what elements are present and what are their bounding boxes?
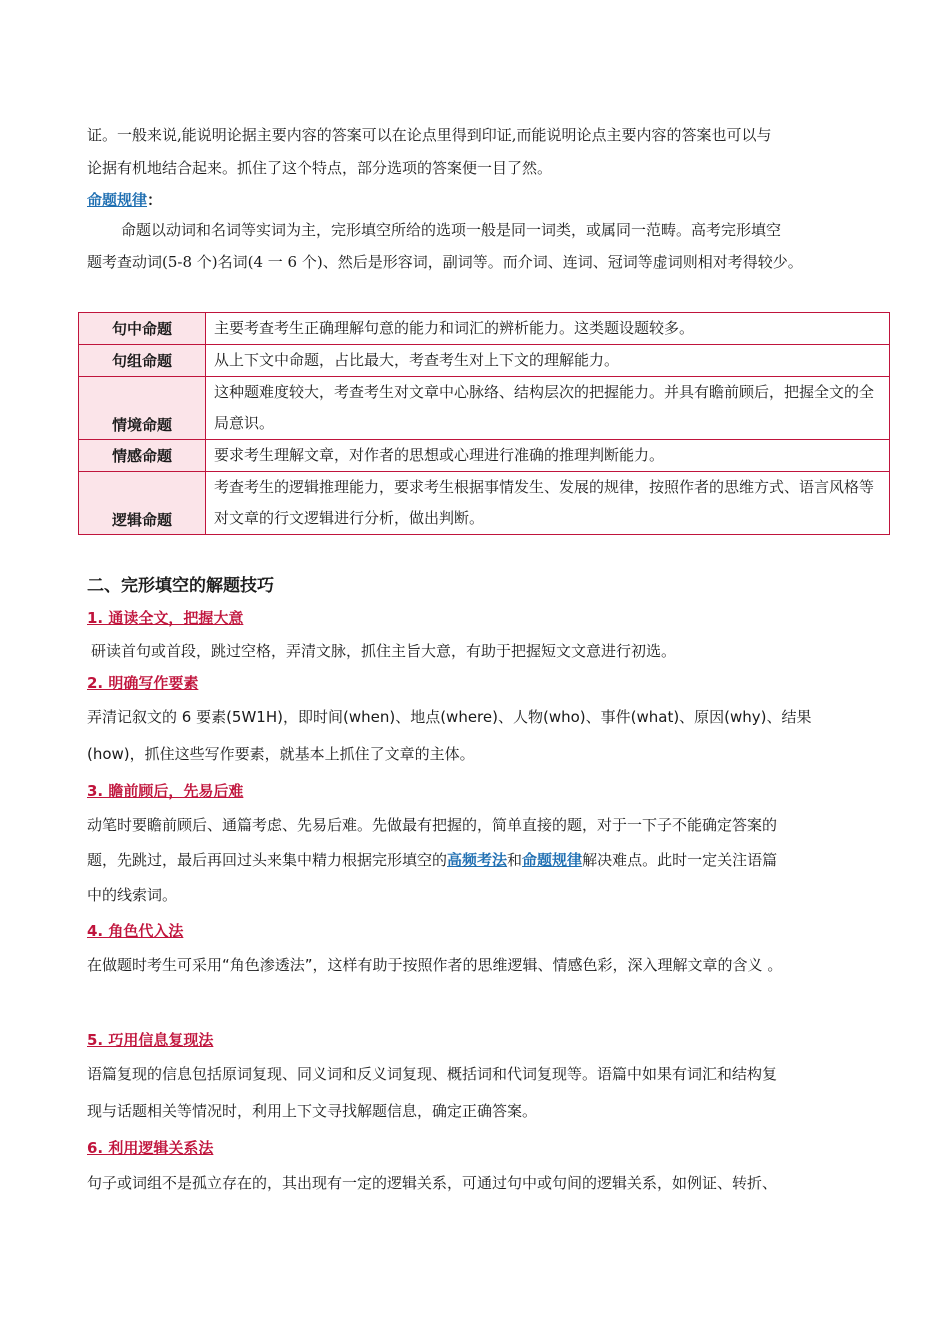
desc-cell: 要求考生理解文章，对作者的思想或心理进行准确的推理判断能力。: [206, 440, 890, 472]
tip-6-body: 句子或词组不是孤立存在的，其出现有一定的逻辑关系，可通过句中或句间的逻辑关系，如例证、转折、: [87, 1174, 778, 1192]
type-cell: 句组命题: [79, 345, 206, 377]
type-cell: 情感命题: [79, 440, 206, 472]
tip-3-and: 和: [507, 851, 523, 869]
tip-3-body-line-1: 动笔时要瞻前顾后、通篇考虑、先易后难。先做最有把握的，简单直接的题，对于一下子不能确定答案的: [87, 816, 778, 834]
desc-cell: 主要考查考生正确理解句意的能力和词汇的辨析能力。这类题设题较多。: [206, 313, 890, 345]
tip-3-body-line-2: [87, 849, 865, 870]
rules-heading: [87, 189, 865, 210]
tip-3-body-part-b: 解决难点。此时一定关注语篇: [582, 851, 778, 869]
table-row: [79, 345, 890, 377]
tip-5-body-line-2: 现与话题相关等情况时，利用上下文寻找解题信息，确定正确答案。: [87, 1102, 538, 1120]
desc-cell: 这种题难度较大，考查考生对文章中心脉络、结构层次的把握能力。并具有瞻前顾后，把握全文的全局意识。: [206, 377, 890, 440]
tip-5-body-line-1: 语篇复现的信息包括原词复现、同义词和反义词复现、概括词和代词复现等。语篇中如果有词汇和结构复: [87, 1065, 778, 1083]
table-row: [79, 440, 890, 472]
table-row: [79, 377, 890, 440]
table-row: [79, 313, 890, 345]
rules-heading-colon: ：: [147, 191, 163, 209]
tip-1-heading: 1. 通读全文，把握大意: [87, 609, 244, 627]
intro-line-1: 证。一般来说,能说明论据主要内容的答案可以在论点里得到印证,而能说明论点主要内容的答案也可以与: [87, 126, 772, 144]
type-cell: 句中命题: [79, 313, 206, 345]
intro-line-2: 论据有机地结合起来。抓住了这个特点，部分选项的答案便一目了然。: [87, 159, 553, 177]
tip-3-body-line-3: 中的线索词。: [87, 886, 178, 904]
rules-para-line-2: 题考查动词(5-8 个)名词(4 一 6 个)、然后是形容词，副词等。而介词、连词、冠词等虚词则相对考得较少。: [87, 253, 803, 271]
tip-2-body-line-1: 弄清记叙文的 6 要素(5W1H)，即时间(when)、地点(where)、人物(who)、事件(what)、原因(why)、结果: [87, 708, 812, 726]
table-row: [79, 472, 890, 535]
tip-2-body-line-2: (how)，抓住这些写作要素，就基本上抓住了文章的主体。: [87, 745, 475, 763]
rules-para-line-1: 命题以动词和名词等实词为主，完形填空所给的选项一般是同一词类，或属同一范畴。高考完形填空: [121, 221, 782, 239]
tip-5-heading: 5. 巧用信息复现法: [87, 1031, 214, 1049]
link-question-rules[interactable]: 命题规律: [522, 851, 583, 869]
desc-cell: 从上下文中命题，占比最大，考查考生对上下文的理解能力。: [206, 345, 890, 377]
tip-1-body: 研读首句或首段，跳过空格，弄清文脉，抓住主旨大意，有助于把握短文文意进行初选。: [91, 642, 677, 660]
tip-6-heading: 6. 利用逻辑关系法: [87, 1139, 214, 1157]
tip-2-heading: 2. 明确写作要素: [87, 674, 199, 692]
tip-3-heading: 3. 瞻前顾后，先易后难: [87, 782, 244, 800]
question-types-table: [78, 312, 890, 535]
tip-3-body-part-a: 题，先跳过，最后再回过头来集中精力根据完形填空的: [87, 851, 448, 869]
type-cell: 情境命题: [79, 377, 206, 440]
type-cell: 逻辑命题: [79, 472, 206, 535]
tip-4-body: 在做题时考生可采用“角色渗透法”，这样有助于按照作者的思维逻辑、情感色彩，深入理解文章的含义 。: [87, 956, 783, 974]
link-high-frequency[interactable]: 高频考法: [447, 851, 508, 869]
section-2-title: 二、完形填空的解题技巧: [87, 576, 274, 596]
rules-heading-link[interactable]: 命题规律: [87, 191, 148, 209]
tip-4-heading: 4. 角色代入法: [87, 922, 184, 940]
desc-cell: 考查考生的逻辑推理能力，要求考生根据事情发生、发展的规律，按照作者的思维方式、语言风格等对文章的行文逻辑进行分析，做出判断。: [206, 472, 890, 535]
